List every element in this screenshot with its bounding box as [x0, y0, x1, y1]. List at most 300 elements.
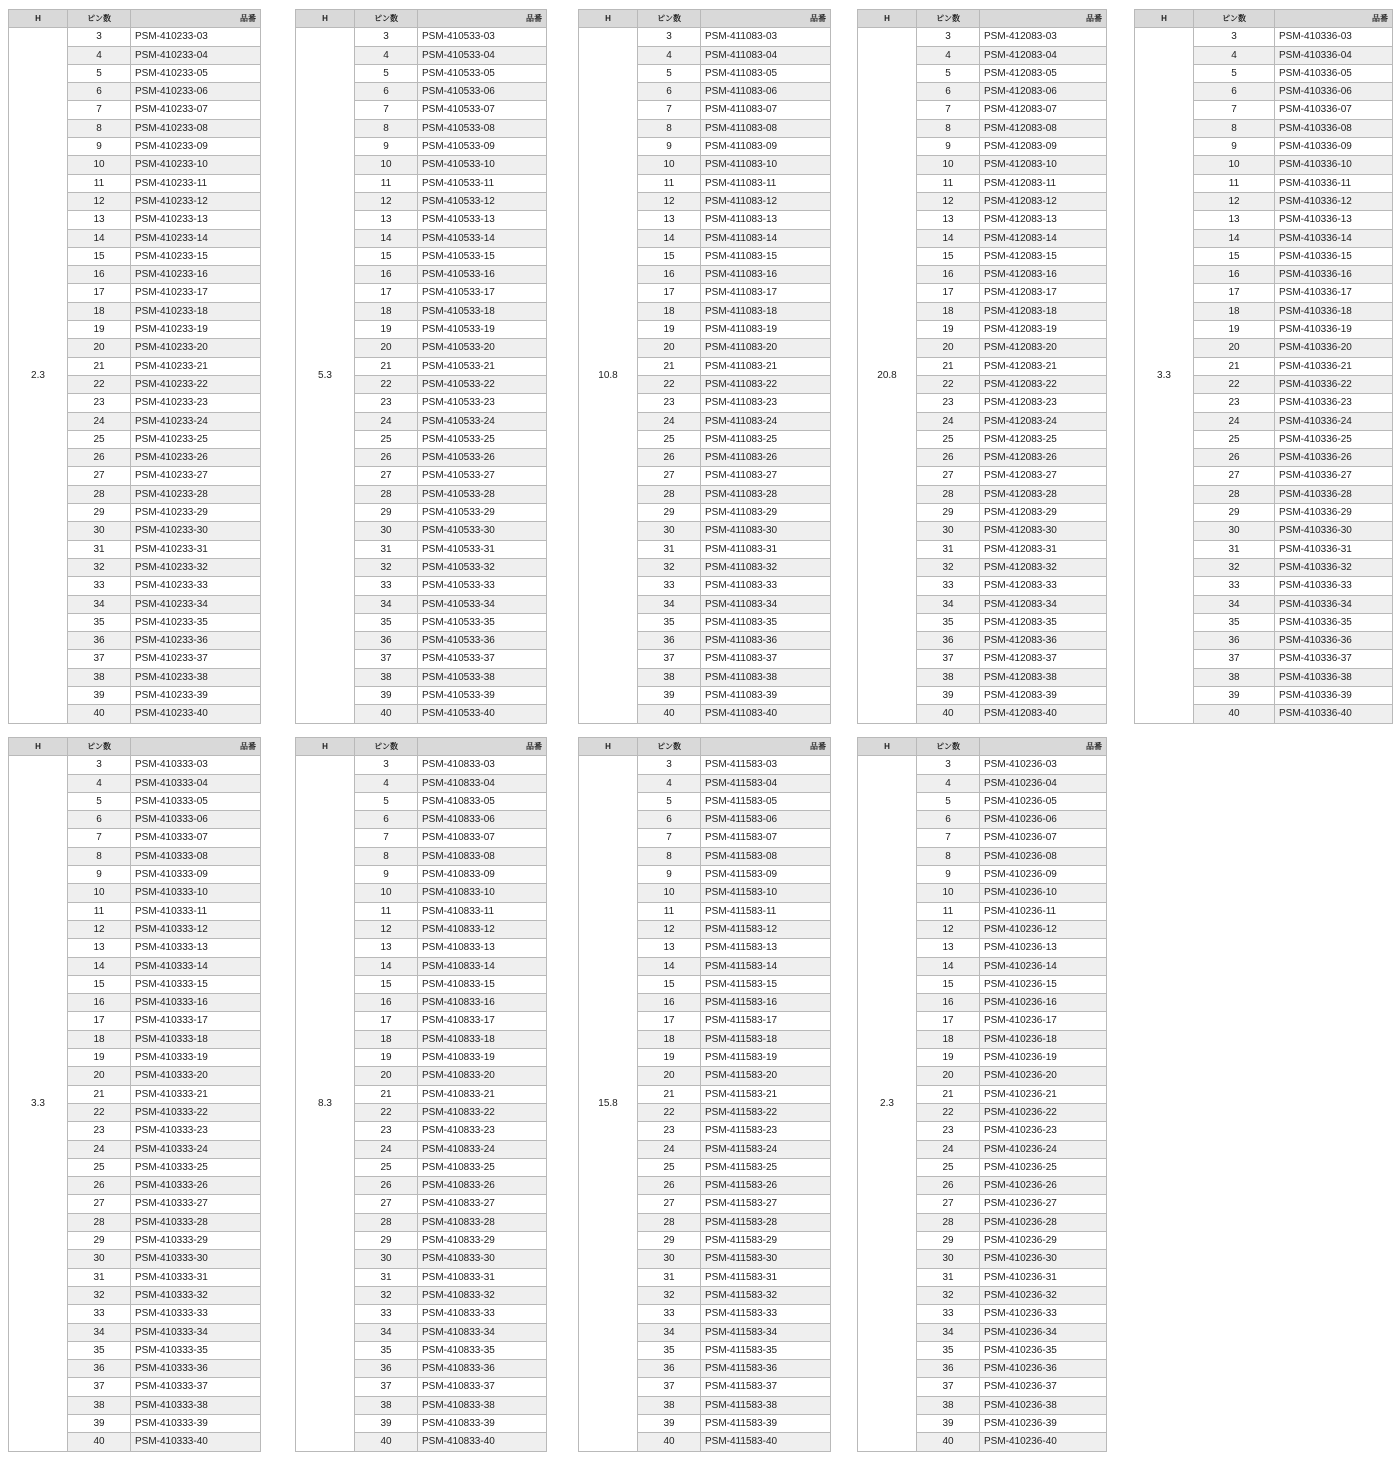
pin-count: 13 — [917, 211, 980, 229]
pin-count: 35 — [355, 1341, 418, 1359]
pin-count: 36 — [68, 1360, 131, 1378]
pin-count: 37 — [638, 1378, 701, 1396]
pin-count: 11 — [917, 902, 980, 920]
table-row — [9, 28, 261, 46]
height-value: 10.8 — [579, 28, 638, 723]
pin-count: 6 — [917, 83, 980, 101]
part-number: PSM-410833-14 — [418, 957, 547, 975]
pin-count: 17 — [355, 1012, 418, 1030]
part-number: PSM-410236-21 — [980, 1085, 1107, 1103]
pin-count: 20 — [68, 1067, 131, 1085]
part-number: PSM-410833-25 — [418, 1158, 547, 1176]
pin-count: 21 — [355, 1085, 418, 1103]
part-number: PSM-411583-06 — [701, 811, 831, 829]
part-number: PSM-410533-13 — [418, 211, 547, 229]
part-number: PSM-411083-18 — [701, 302, 831, 320]
pin-count: 20 — [68, 339, 131, 357]
part-number: PSM-410533-29 — [418, 504, 547, 522]
pin-count: 25 — [638, 1158, 701, 1176]
part-number: PSM-410236-05 — [980, 792, 1107, 810]
part-number: PSM-411583-15 — [701, 975, 831, 993]
pin-count: 14 — [1194, 229, 1275, 247]
part-number: PSM-410333-13 — [131, 939, 261, 957]
part-number: PSM-410833-21 — [418, 1085, 547, 1103]
part-number: PSM-410233-07 — [131, 101, 261, 119]
pin-count: 34 — [68, 595, 131, 613]
part-number: PSM-411083-40 — [701, 705, 831, 723]
pin-count: 29 — [355, 1232, 418, 1250]
pin-count: 3 — [638, 28, 701, 46]
part-number: PSM-410533-21 — [418, 357, 547, 375]
pin-count: 7 — [355, 829, 418, 847]
part-number: PSM-410533-11 — [418, 174, 547, 192]
part-number: PSM-410833-18 — [418, 1030, 547, 1048]
pin-count: 13 — [355, 211, 418, 229]
part-number: PSM-410233-32 — [131, 558, 261, 576]
part-number: PSM-410333-23 — [131, 1122, 261, 1140]
pin-count: 25 — [355, 430, 418, 448]
part-number: PSM-410336-07 — [1275, 101, 1393, 119]
part-number: PSM-410336-38 — [1275, 668, 1393, 686]
pin-count: 22 — [638, 375, 701, 393]
part-number: PSM-410336-25 — [1275, 430, 1393, 448]
pin-count: 27 — [68, 467, 131, 485]
part-number: PSM-410236-07 — [980, 829, 1107, 847]
part-number: PSM-411083-27 — [701, 467, 831, 485]
part-number: PSM-410336-33 — [1275, 577, 1393, 595]
part-table — [578, 9, 831, 724]
pin-count: 20 — [355, 1067, 418, 1085]
part-number: PSM-410233-29 — [131, 504, 261, 522]
part-number: PSM-410333-40 — [131, 1433, 261, 1451]
part-number: PSM-411083-23 — [701, 394, 831, 412]
part-number: PSM-411083-38 — [701, 668, 831, 686]
pin-count: 29 — [638, 1232, 701, 1250]
part-number: PSM-412083-26 — [980, 449, 1107, 467]
part-number: PSM-412083-22 — [980, 375, 1107, 393]
part-number: PSM-410833-22 — [418, 1103, 547, 1121]
table-row — [1135, 28, 1393, 46]
part-number: PSM-410233-27 — [131, 467, 261, 485]
part-number: PSM-410233-33 — [131, 577, 261, 595]
part-number: PSM-410533-07 — [418, 101, 547, 119]
part-number: PSM-410336-10 — [1275, 156, 1393, 174]
part-number: PSM-410336-36 — [1275, 632, 1393, 650]
part-number: PSM-410833-03 — [418, 756, 547, 774]
part-number: PSM-410233-05 — [131, 64, 261, 82]
header-h: H — [296, 10, 355, 28]
pin-count: 21 — [638, 1085, 701, 1103]
pin-count: 4 — [68, 46, 131, 64]
pin-count: 11 — [355, 902, 418, 920]
pin-count: 20 — [638, 339, 701, 357]
pin-count: 29 — [355, 504, 418, 522]
pin-count: 26 — [355, 1177, 418, 1195]
pin-count: 9 — [638, 138, 701, 156]
pin-count: 13 — [68, 211, 131, 229]
part-number: PSM-411083-06 — [701, 83, 831, 101]
part-number: PSM-410533-16 — [418, 266, 547, 284]
part-number: PSM-410833-17 — [418, 1012, 547, 1030]
pin-count: 15 — [1194, 247, 1275, 265]
pin-count: 9 — [355, 138, 418, 156]
pin-count: 40 — [638, 705, 701, 723]
pin-count: 6 — [355, 811, 418, 829]
part-number: PSM-410233-03 — [131, 28, 261, 46]
pin-count: 4 — [638, 774, 701, 792]
pin-count: 21 — [68, 357, 131, 375]
pin-count: 34 — [917, 595, 980, 613]
part-number: PSM-410336-14 — [1275, 229, 1393, 247]
pin-count: 13 — [68, 939, 131, 957]
pin-count: 34 — [1194, 595, 1275, 613]
pin-count: 28 — [638, 1213, 701, 1231]
part-number: PSM-410336-35 — [1275, 613, 1393, 631]
part-number: PSM-410333-16 — [131, 994, 261, 1012]
pin-count: 19 — [638, 1049, 701, 1067]
header-h: H — [1135, 10, 1194, 28]
pin-count: 30 — [355, 1250, 418, 1268]
part-number: PSM-410336-27 — [1275, 467, 1393, 485]
pin-count: 19 — [355, 321, 418, 339]
part-number: PSM-411083-31 — [701, 540, 831, 558]
pin-count: 22 — [917, 375, 980, 393]
pin-count: 14 — [355, 957, 418, 975]
part-number: PSM-410233-09 — [131, 138, 261, 156]
pin-count: 10 — [638, 884, 701, 902]
pin-count: 3 — [917, 756, 980, 774]
pin-count: 30 — [68, 1250, 131, 1268]
part-number: PSM-410333-18 — [131, 1030, 261, 1048]
part-number: PSM-412083-25 — [980, 430, 1107, 448]
part-number: PSM-410833-08 — [418, 847, 547, 865]
part-number: PSM-410236-39 — [980, 1414, 1107, 1432]
pin-count: 9 — [355, 866, 418, 884]
part-number: PSM-410236-12 — [980, 920, 1107, 938]
pin-count: 24 — [638, 412, 701, 430]
part-number: PSM-410533-09 — [418, 138, 547, 156]
pin-count: 8 — [68, 847, 131, 865]
pin-count: 23 — [68, 394, 131, 412]
pin-count: 30 — [917, 1250, 980, 1268]
part-number: PSM-411583-13 — [701, 939, 831, 957]
pin-count: 38 — [638, 1396, 701, 1414]
pin-count: 18 — [1194, 302, 1275, 320]
pin-count: 12 — [638, 920, 701, 938]
pin-count: 34 — [68, 1323, 131, 1341]
pin-count: 20 — [1194, 339, 1275, 357]
part-number: PSM-410236-23 — [980, 1122, 1107, 1140]
pin-count: 36 — [917, 1360, 980, 1378]
height-value: 2.3 — [858, 756, 917, 1451]
part-number: PSM-410833-38 — [418, 1396, 547, 1414]
part-number: PSM-410336-23 — [1275, 394, 1393, 412]
header-part-number: 品番 — [418, 738, 547, 756]
pin-count: 27 — [638, 467, 701, 485]
pin-count: 40 — [638, 1433, 701, 1451]
height-value: 8.3 — [296, 756, 355, 1451]
pin-count: 14 — [638, 229, 701, 247]
pin-count: 40 — [68, 705, 131, 723]
part-number: PSM-410236-04 — [980, 774, 1107, 792]
part-number: PSM-411583-26 — [701, 1177, 831, 1195]
part-number: PSM-412083-39 — [980, 686, 1107, 704]
part-number: PSM-411583-34 — [701, 1323, 831, 1341]
pin-count: 21 — [1194, 357, 1275, 375]
pin-count: 5 — [917, 64, 980, 82]
pin-count: 23 — [68, 1122, 131, 1140]
part-table — [295, 737, 547, 1452]
pin-count: 6 — [68, 811, 131, 829]
part-number: PSM-411083-34 — [701, 595, 831, 613]
pin-count: 31 — [1194, 540, 1275, 558]
pin-count: 26 — [1194, 449, 1275, 467]
pin-count: 24 — [68, 1140, 131, 1158]
part-number: PSM-412083-29 — [980, 504, 1107, 522]
pin-count: 12 — [917, 192, 980, 210]
pin-count: 39 — [917, 686, 980, 704]
part-number: PSM-410833-07 — [418, 829, 547, 847]
pin-count: 31 — [68, 1268, 131, 1286]
part-number: PSM-411083-25 — [701, 430, 831, 448]
pin-count: 15 — [638, 247, 701, 265]
pin-count: 22 — [355, 375, 418, 393]
part-number: PSM-410533-10 — [418, 156, 547, 174]
part-number: PSM-410833-36 — [418, 1360, 547, 1378]
pin-count: 10 — [1194, 156, 1275, 174]
pin-count: 20 — [638, 1067, 701, 1085]
pin-count: 3 — [1194, 28, 1275, 46]
pin-count: 4 — [917, 46, 980, 64]
part-number: PSM-411583-35 — [701, 1341, 831, 1359]
pin-count: 23 — [355, 1122, 418, 1140]
part-number: PSM-412083-10 — [980, 156, 1107, 174]
part-number: PSM-410333-29 — [131, 1232, 261, 1250]
part-number: PSM-412083-12 — [980, 192, 1107, 210]
part-number: PSM-412083-21 — [980, 357, 1107, 375]
part-number: PSM-410336-34 — [1275, 595, 1393, 613]
pin-count: 27 — [1194, 467, 1275, 485]
part-number: PSM-412083-23 — [980, 394, 1107, 412]
part-number: PSM-411583-33 — [701, 1305, 831, 1323]
part-number: PSM-410236-15 — [980, 975, 1107, 993]
part-table — [857, 9, 1107, 724]
part-number: PSM-410236-33 — [980, 1305, 1107, 1323]
table-header-row — [9, 738, 261, 756]
pin-count: 20 — [355, 339, 418, 357]
pin-count: 28 — [1194, 485, 1275, 503]
pin-count: 11 — [917, 174, 980, 192]
pin-count: 5 — [68, 792, 131, 810]
part-number: PSM-410333-22 — [131, 1103, 261, 1121]
part-number: PSM-410236-30 — [980, 1250, 1107, 1268]
part-number: PSM-411583-05 — [701, 792, 831, 810]
part-number: PSM-410333-17 — [131, 1012, 261, 1030]
part-number: PSM-411583-24 — [701, 1140, 831, 1158]
part-number: PSM-411583-16 — [701, 994, 831, 1012]
pin-count: 34 — [917, 1323, 980, 1341]
pin-count: 40 — [355, 1433, 418, 1451]
header-pin-count: ピン数 — [1194, 10, 1275, 28]
part-number: PSM-410833-23 — [418, 1122, 547, 1140]
pin-count: 40 — [355, 705, 418, 723]
pin-count: 28 — [68, 485, 131, 503]
pin-count: 23 — [355, 394, 418, 412]
pin-count: 26 — [917, 449, 980, 467]
pin-count: 33 — [355, 1305, 418, 1323]
header-part-number: 品番 — [980, 10, 1107, 28]
pin-count: 25 — [917, 430, 980, 448]
part-number: PSM-410233-16 — [131, 266, 261, 284]
part-number: PSM-411083-28 — [701, 485, 831, 503]
pin-count: 3 — [68, 28, 131, 46]
pin-count: 25 — [1194, 430, 1275, 448]
part-number: PSM-410333-26 — [131, 1177, 261, 1195]
pin-count: 34 — [638, 595, 701, 613]
part-number: PSM-410233-26 — [131, 449, 261, 467]
header-h: H — [9, 738, 68, 756]
part-number: PSM-410333-35 — [131, 1341, 261, 1359]
pin-count: 14 — [68, 957, 131, 975]
part-number: PSM-410233-34 — [131, 595, 261, 613]
part-table — [578, 737, 831, 1452]
part-table — [857, 737, 1107, 1452]
table-row — [858, 28, 1107, 46]
part-number: PSM-410233-22 — [131, 375, 261, 393]
part-number: PSM-410333-06 — [131, 811, 261, 829]
header-part-number: 品番 — [418, 10, 547, 28]
part-number: PSM-410833-11 — [418, 902, 547, 920]
part-number: PSM-412083-38 — [980, 668, 1107, 686]
pin-count: 39 — [355, 1414, 418, 1432]
pin-count: 12 — [638, 192, 701, 210]
part-number: PSM-411083-36 — [701, 632, 831, 650]
part-number: PSM-410833-32 — [418, 1286, 547, 1304]
part-number: PSM-410336-29 — [1275, 504, 1393, 522]
pin-count: 39 — [638, 1414, 701, 1432]
part-number: PSM-411583-09 — [701, 866, 831, 884]
part-number: PSM-410533-34 — [418, 595, 547, 613]
pin-count: 35 — [638, 1341, 701, 1359]
height-value: 3.3 — [1135, 28, 1194, 723]
part-number: PSM-410336-15 — [1275, 247, 1393, 265]
pin-count: 14 — [917, 229, 980, 247]
pin-count: 36 — [68, 632, 131, 650]
part-number: PSM-412083-14 — [980, 229, 1107, 247]
part-number: PSM-410533-37 — [418, 650, 547, 668]
pin-count: 16 — [1194, 266, 1275, 284]
pin-count: 11 — [638, 902, 701, 920]
part-number: PSM-410233-24 — [131, 412, 261, 430]
pin-count: 17 — [1194, 284, 1275, 302]
part-number: PSM-411083-13 — [701, 211, 831, 229]
part-number: PSM-412083-31 — [980, 540, 1107, 558]
part-number: PSM-411083-14 — [701, 229, 831, 247]
part-number: PSM-411083-15 — [701, 247, 831, 265]
part-number: PSM-411083-05 — [701, 64, 831, 82]
pin-count: 18 — [638, 302, 701, 320]
pin-count: 25 — [917, 1158, 980, 1176]
part-number: PSM-410336-09 — [1275, 138, 1393, 156]
part-number: PSM-411083-29 — [701, 504, 831, 522]
pin-count: 12 — [68, 920, 131, 938]
pin-count: 6 — [68, 83, 131, 101]
part-number: PSM-410833-29 — [418, 1232, 547, 1250]
pin-count: 8 — [68, 119, 131, 137]
part-number: PSM-410236-22 — [980, 1103, 1107, 1121]
table-header-row — [296, 10, 547, 28]
part-number: PSM-410533-32 — [418, 558, 547, 576]
part-number: PSM-410533-17 — [418, 284, 547, 302]
pin-count: 5 — [355, 792, 418, 810]
pin-count: 27 — [638, 1195, 701, 1213]
header-h: H — [858, 738, 917, 756]
pin-count: 14 — [638, 957, 701, 975]
pin-count: 4 — [68, 774, 131, 792]
pin-count: 5 — [68, 64, 131, 82]
pin-count: 10 — [68, 156, 131, 174]
part-number: PSM-410233-28 — [131, 485, 261, 503]
part-number: PSM-410336-30 — [1275, 522, 1393, 540]
pin-count: 38 — [355, 668, 418, 686]
pin-count: 5 — [917, 792, 980, 810]
pin-count: 10 — [638, 156, 701, 174]
part-number: PSM-411083-10 — [701, 156, 831, 174]
pin-count: 32 — [1194, 558, 1275, 576]
part-number: PSM-410236-29 — [980, 1232, 1107, 1250]
pin-count: 24 — [638, 1140, 701, 1158]
pin-count: 23 — [638, 1122, 701, 1140]
part-number: PSM-410233-23 — [131, 394, 261, 412]
pin-count: 8 — [917, 847, 980, 865]
part-number: PSM-410336-04 — [1275, 46, 1393, 64]
pin-count: 16 — [917, 266, 980, 284]
part-number: PSM-410333-21 — [131, 1085, 261, 1103]
part-number: PSM-410333-09 — [131, 866, 261, 884]
part-number: PSM-411083-24 — [701, 412, 831, 430]
part-number: PSM-410236-32 — [980, 1286, 1107, 1304]
pin-count: 35 — [917, 613, 980, 631]
part-number: PSM-411583-07 — [701, 829, 831, 847]
pin-count: 32 — [917, 558, 980, 576]
header-pin-count: ピン数 — [917, 738, 980, 756]
pin-count: 5 — [638, 792, 701, 810]
pin-count: 37 — [917, 650, 980, 668]
part-number: PSM-410336-26 — [1275, 449, 1393, 467]
pin-count: 7 — [917, 101, 980, 119]
pin-count: 28 — [355, 485, 418, 503]
part-number: PSM-410336-24 — [1275, 412, 1393, 430]
part-number: PSM-412083-07 — [980, 101, 1107, 119]
pin-count: 18 — [917, 302, 980, 320]
pin-count: 19 — [68, 321, 131, 339]
part-number: PSM-410233-08 — [131, 119, 261, 137]
pin-count: 11 — [68, 174, 131, 192]
pin-count: 4 — [355, 46, 418, 64]
part-number: PSM-410833-40 — [418, 1433, 547, 1451]
pin-count: 11 — [355, 174, 418, 192]
part-number: PSM-411583-27 — [701, 1195, 831, 1213]
part-number: PSM-410833-24 — [418, 1140, 547, 1158]
pin-count: 19 — [68, 1049, 131, 1067]
part-number: PSM-410333-27 — [131, 1195, 261, 1213]
pin-count: 16 — [355, 266, 418, 284]
part-number: PSM-410533-04 — [418, 46, 547, 64]
part-number: PSM-411083-12 — [701, 192, 831, 210]
pin-count: 6 — [1194, 83, 1275, 101]
pin-count: 14 — [917, 957, 980, 975]
pin-count: 28 — [917, 1213, 980, 1231]
